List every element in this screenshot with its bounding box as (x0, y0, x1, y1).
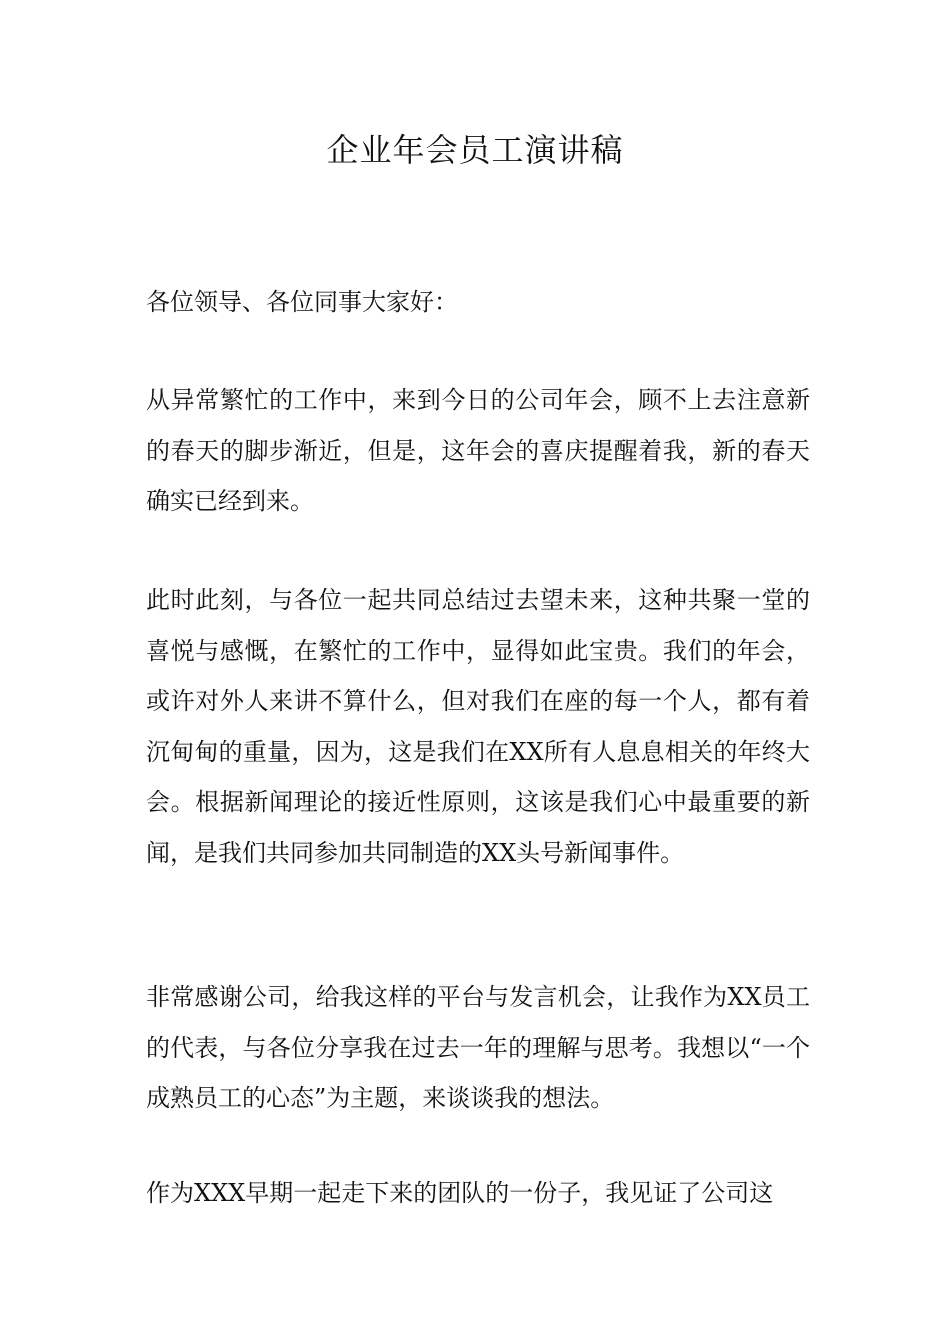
document-title: 企业年会员工演讲稿 (326, 131, 624, 169)
paragraph-1: 从异常繁忙的工作中，来到今日的公司年会，顾不上去注意新的春天的脚步渐近，但是，这年会的喜庆提醒着我，新的春天确实已经到来。 (146, 386, 810, 515)
paragraph-4: 作为XXX早期一起走下来的团队的一份子，我见证了公司这 (146, 1179, 774, 1207)
paragraph-2: 此时此刻，与各位一起共同总结过去望未来，这种共聚一堂的喜悦与感慨，在繁忙的工作中，显得如此宝贵。我们的年会，或许对外人来讲不算什么，但对我们在座的每一个人，都有着沉甸甸的重量，因为，这是我们在XX所有人息息相关的年终大会。根据新闻理论的接近性原则，这该是我们心中最重要的新闻，是我们共同参加共同制造的XX头号新闻事件。 (146, 586, 810, 867)
greeting: 各位领导、各位同事大家好： (146, 288, 458, 316)
paragraph-3: 非常感谢公司，给我这样的平台与发言机会，让我作为XX员工的代表，与各位分享我在过去一年的理解与思考。我想以“一个成熟员工的心态”为主题，来谈谈我的想法。 (146, 983, 810, 1112)
